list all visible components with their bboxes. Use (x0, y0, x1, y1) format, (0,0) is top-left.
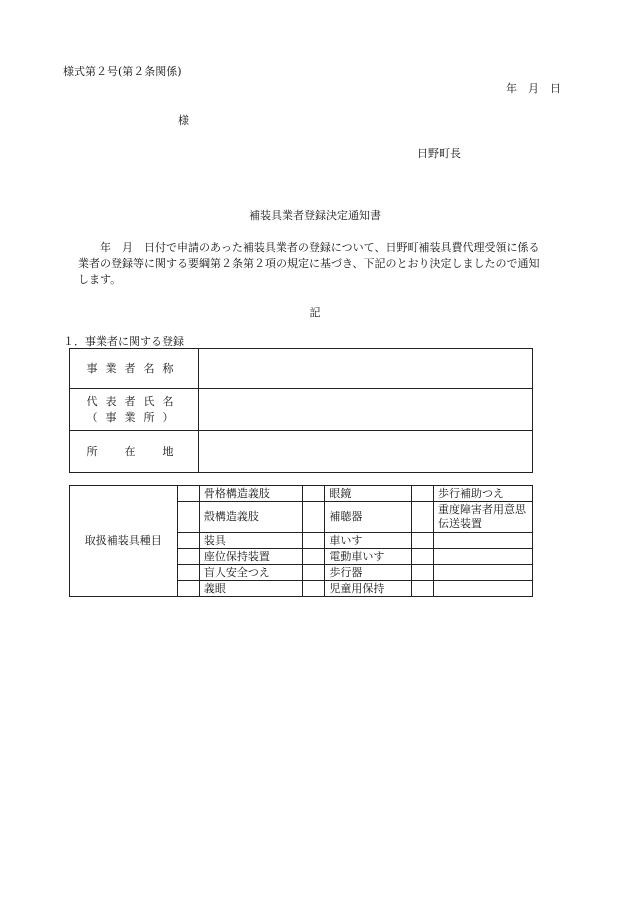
equipment-item (433, 533, 532, 549)
equipment-item: 歩行器 (325, 565, 411, 581)
address-value[interactable] (199, 431, 533, 473)
issuer-name: 日野町長 (417, 147, 461, 160)
equipment-item: 盲人安全つえ (199, 565, 302, 581)
equipment-item: 重度障害者用意思伝送装置 (433, 502, 532, 533)
check-cell[interactable] (303, 533, 325, 549)
check-cell[interactable] (411, 581, 433, 597)
check-cell[interactable] (303, 549, 325, 565)
representative-label (70, 389, 199, 431)
table-row (70, 431, 533, 473)
equipment-item: 座位保持装置 (199, 549, 302, 565)
representative-value[interactable] (199, 389, 533, 431)
check-cell[interactable] (303, 581, 325, 597)
check-cell[interactable] (411, 565, 433, 581)
equipment-item: 眼鏡 (325, 486, 411, 502)
equipment-category-label: 取扱補装具種目 (70, 486, 178, 597)
check-cell[interactable] (411, 486, 433, 502)
equipment-item (433, 565, 532, 581)
equipment-item (433, 581, 532, 597)
address-label: 所 在 地 (70, 431, 199, 473)
table-row (70, 389, 533, 431)
representative-label-line2: （事業所） (86, 410, 182, 424)
check-cell[interactable] (303, 502, 325, 533)
check-cell[interactable] (303, 486, 325, 502)
equipment-item: 車いす (325, 533, 411, 549)
addressee-suffix: 様 (178, 114, 189, 127)
table-row (70, 349, 533, 389)
body-paragraph: 年 月 日付で申請のあった補装具業者の登録について、日野町補装具費代理受領に係る業者の登録等に関する要綱第２条第２項の規定に基づき、下記のとおり決定しましたので通知します。 (78, 241, 540, 286)
section1-heading: １．事業者に関する登録 (63, 335, 184, 348)
check-cell[interactable] (177, 533, 199, 549)
check-cell[interactable] (177, 502, 199, 533)
form-number: 様式第２号(第２条関係) (63, 65, 182, 78)
check-cell[interactable] (177, 565, 199, 581)
equipment-item: 骨格構造義肢 (199, 486, 302, 502)
representative-label-line1: 代表者氏名 (86, 394, 182, 408)
date-line: 年 月 日 (506, 82, 561, 95)
check-cell[interactable] (177, 581, 199, 597)
equipment-item: 補聴器 (325, 502, 411, 533)
check-cell[interactable] (177, 486, 199, 502)
equipment-item: 児童用保持 (325, 581, 411, 597)
check-cell[interactable] (411, 533, 433, 549)
document-title: 補装具業者登録決定通知書 (249, 209, 381, 222)
check-cell[interactable] (411, 549, 433, 565)
business-name-label: 事業者名称 (70, 349, 199, 389)
equipment-table (69, 485, 533, 597)
ki-marker: 記 (309, 306, 321, 319)
equipment-item: 歩行補助つえ (433, 486, 532, 502)
check-cell[interactable] (303, 565, 325, 581)
table-row (70, 486, 533, 502)
equipment-item (433, 549, 532, 565)
equipment-item: 殻構造義肢 (199, 502, 302, 533)
equipment-item: 義眼 (199, 581, 302, 597)
equipment-item: 装具 (199, 533, 302, 549)
equipment-item: 電動車いす (325, 549, 411, 565)
business-name-value[interactable] (199, 349, 533, 389)
check-cell[interactable] (411, 502, 433, 533)
check-cell[interactable] (177, 549, 199, 565)
registration-table (69, 348, 533, 473)
